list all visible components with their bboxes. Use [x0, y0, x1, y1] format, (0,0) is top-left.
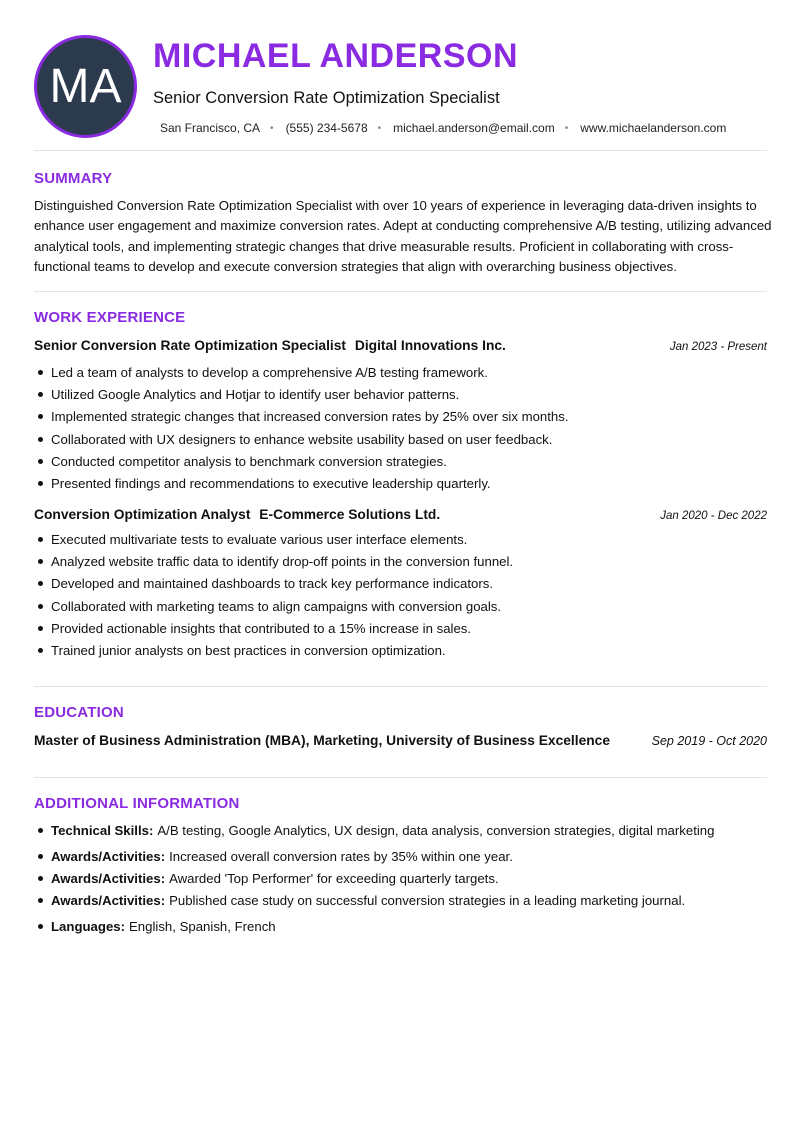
job-role: Conversion Optimization Analyst [34, 507, 251, 522]
contact-phone[interactable]: (555) 234-5678 [285, 121, 368, 135]
list-item [34, 822, 767, 848]
job-title-line [34, 338, 506, 353]
info-text: Awarded 'Top Performer' for exceeding quarterly targets. [169, 871, 499, 886]
contact-email[interactable]: michael.anderson@email.com [393, 121, 555, 135]
info-text: A/B testing, Google Analytics, UX design, data analysis, conversion strategies, digital marketing [157, 823, 715, 838]
job-title-line [34, 507, 440, 522]
list-item: Utilized Google Analytics and Hotjar to identify user behavior patterns. [34, 386, 767, 408]
info-label: Awards/Activities: [51, 871, 166, 886]
education-entry [34, 733, 767, 748]
info-text: Published case study on successful conversion strategies in a leading marketing journal. [169, 893, 686, 908]
contact-separator: • [377, 122, 382, 134]
candidate-title: Senior Conversion Rate Optimization Specialist [153, 89, 500, 107]
info-text: English, Spanish, French [129, 919, 276, 934]
info-label: Awards/Activities: [51, 849, 166, 864]
contact-separator: • [270, 122, 274, 134]
job-dates: Jan 2020 - Dec 2022 [660, 510, 767, 522]
info-text: Increased overall conversion rates by 35% within one year. [169, 849, 513, 864]
list-item: Collaborated with UX designers to enhance website usability based on user feedback. [34, 431, 767, 453]
list-item: Collaborated with marketing teams to align campaigns with conversion goals. [34, 598, 767, 620]
list-item: Implemented strategic changes that increased conversion rates by 25% over six months. [34, 408, 767, 430]
summary-text: Distinguished Conversion Rate Optimization Specialist with over 10 years of experience in leveraging data-driven insights to enhance user engagement and maximize conversion rates. Adept at conducting comprehensive A/B testing, utilizing advanced analytical tools, and implementing strategic changes that drive measurable results. Proficient in collaborating with cross-functional teams to develop and execute conversion strategies that align with overarching business objectives. [34, 198, 772, 274]
divider [34, 686, 767, 687]
work-experience-heading: WORK EXPERIENCE [34, 309, 186, 326]
list-item [34, 870, 767, 892]
candidate-name: MICHAEL ANDERSON [153, 37, 519, 75]
job-bullets [34, 531, 767, 664]
avatar [34, 35, 137, 138]
list-item [34, 918, 767, 940]
job-company: E-Commerce Solutions Ltd. [259, 507, 441, 522]
list-item [34, 848, 767, 870]
list-item: Presented findings and recommendations to executive leadership quarterly. [34, 475, 767, 497]
job-role: Senior Conversion Rate Optimization Specialist [34, 338, 347, 353]
list-item: Provided actionable insights that contributed to a 15% increase in sales. [34, 620, 767, 642]
divider [34, 777, 767, 778]
education-heading: EDUCATION [34, 704, 124, 721]
info-label: Technical Skills: [51, 823, 154, 838]
divider [34, 291, 767, 292]
additional-info-heading: ADDITIONAL INFORMATION [34, 795, 240, 812]
list-item: Conducted competitor analysis to benchmark conversion strategies. [34, 453, 767, 475]
list-item: Trained junior analysts on best practices in conversion optimization. [34, 642, 767, 664]
list-item: Analyzed website traffic data to identify drop-off points in the conversion funnel. [34, 553, 767, 575]
contact-website[interactable]: www.michaelanderson.com [580, 121, 727, 135]
summary-heading: SUMMARY [34, 170, 113, 187]
job-bullets [34, 364, 767, 497]
contact-location: San Francisco, CA [160, 121, 261, 135]
divider [34, 150, 767, 151]
list-item: Led a team of analysts to develop a comprehensive A/B testing framework. [34, 364, 767, 386]
job-header [34, 338, 767, 353]
education-dates: Sep 2019 - Oct 2020 [651, 734, 767, 748]
list-item [34, 892, 767, 918]
contact-line [160, 121, 726, 135]
info-label: Awards/Activities: [51, 893, 166, 908]
contact-separator: • [564, 122, 569, 134]
job-header [34, 507, 767, 522]
info-label: Languages: [51, 919, 126, 934]
additional-info-list [34, 822, 767, 940]
job-company: Digital Innovations Inc. [354, 338, 506, 353]
list-item: Developed and maintained dashboards to track key performance indicators. [34, 575, 767, 597]
education-degree: Master of Business Administration (MBA), Marketing, University of Business Excellence [34, 733, 611, 748]
list-item: Executed multivariate tests to evaluate various user interface elements. [34, 531, 767, 553]
job-dates: Jan 2023 - Present [669, 341, 767, 353]
avatar-initials: MA [49, 60, 122, 113]
